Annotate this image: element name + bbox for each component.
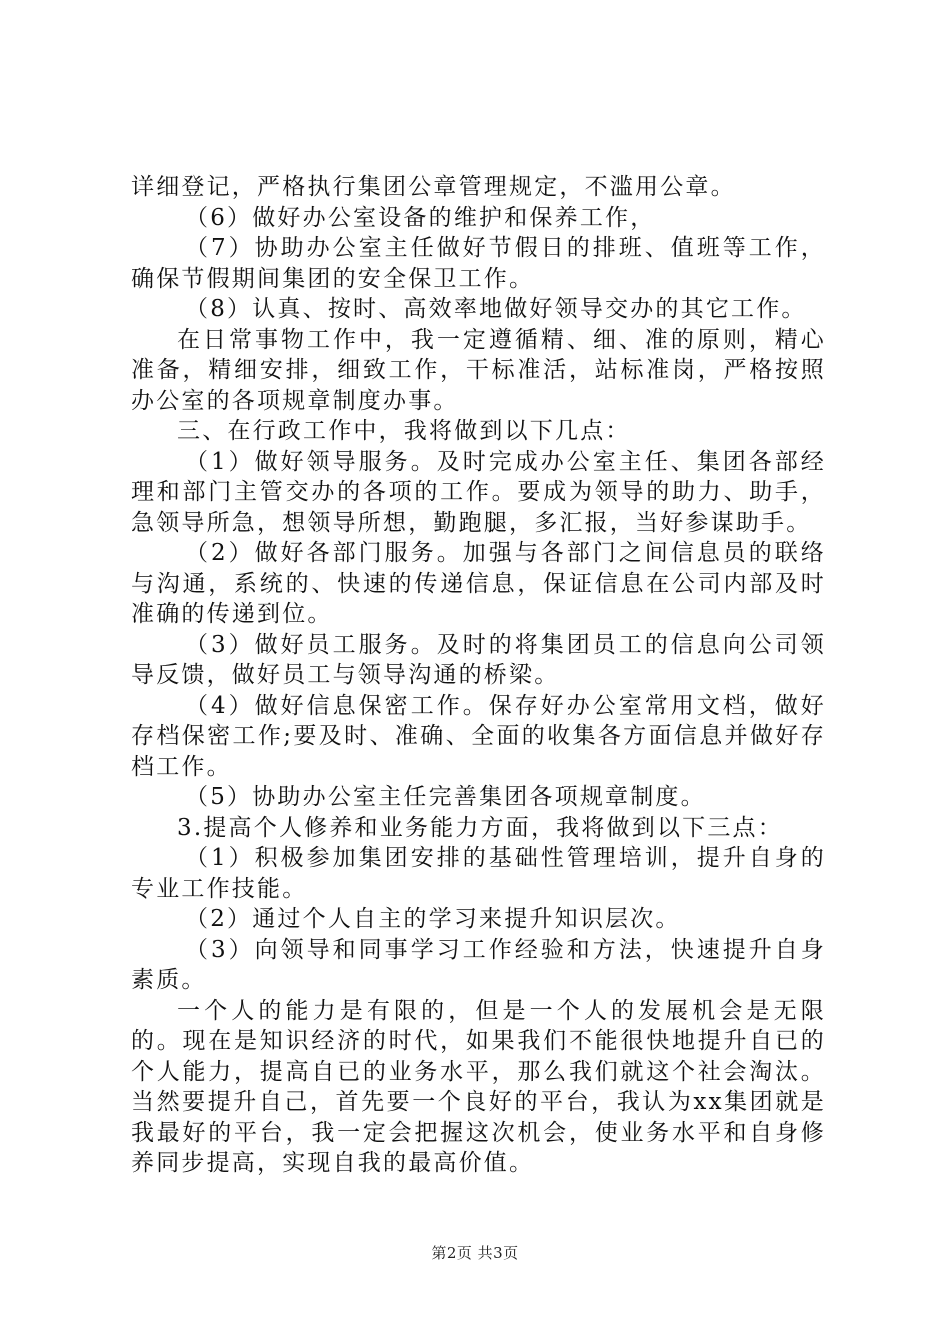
paragraph: （2）做好各部门服务。加强与各部门之间信息员的联络与沟通，系统的、快速的传递信息，保证信息在公司内部及时准确的传递到位。 — [131, 540, 826, 627]
page-footer: 第2页 共3页 — [431, 1244, 519, 1262]
paragraph: （3）向领导和同事学习工作经验和方法，快速提升自身素质。 — [131, 936, 826, 993]
section-heading: 3.提高个人修养和业务能力方面，我将做到以下三点： — [177, 814, 783, 841]
paragraph: （6）做好办公室设备的维护和保养工作， — [185, 204, 656, 231]
paragraph: 详细登记，严格执行集团公章管理规定，不滥用公章。 — [131, 174, 736, 200]
paragraph: （5）协助办公室主任完善集团各项规章制度。 — [185, 784, 706, 810]
document-body — [131, 172, 826, 1179]
paragraph: （8）认真、按时、高效率地做好领导交办的其它工作。 — [185, 296, 807, 322]
paragraph: （3）做好员工服务。及时的将集团员工的信息向公司领导反馈，做好员工与领导沟通的桥梁。 — [131, 631, 826, 688]
paragraph: 在日常事物工作中，我一定遵循精、细、准的原则，精心准备，精细安排，细致工作，干标准活，站标准岗，严格按照办公室的各项规章制度办事。 — [131, 326, 826, 414]
paragraph: （1）做好领导服务。及时完成办公室主任、集团各部经理和部门主管交办的各项的工作。要成为领导的助力、助手，急领导所急，想领导所想，勤跑腿，多汇报，当好参谋助手。 — [131, 448, 826, 536]
paragraph: （2）通过个人自主的学习来提升知识层次。 — [185, 906, 681, 932]
paragraph: （7）协助办公室主任做好节假日的排班、值班等工作，确保节假期间集团的安全保卫工作。 — [131, 235, 826, 292]
paragraph: （1）积极参加集团安排的基础性管理培训，提升自身的专业工作技能。 — [131, 845, 826, 902]
paragraph: （4）做好信息保密工作。保存好办公室常用文档，做好存档保密工作;要及时、准确、全面的收集各方面信息并做好存档工作。 — [131, 692, 826, 780]
section-heading: 三、在行政工作中，我将做到以下几点： — [177, 418, 631, 444]
paragraph: 一个人的能力是有限的，但是一个人的发展机会是无限的。现在是知识经济的时代，如果我们不能很快地提升自已的个人能力，提高自已的业务水平，那么我们就这个社会淘汰。当然要提升自己，首先要一个良好的平台，我认为xx集团就是我最好的平台，我一定会把握这次机会，使业务水平和自身修养同步提高，实现自我的最高价值。 — [131, 997, 826, 1176]
